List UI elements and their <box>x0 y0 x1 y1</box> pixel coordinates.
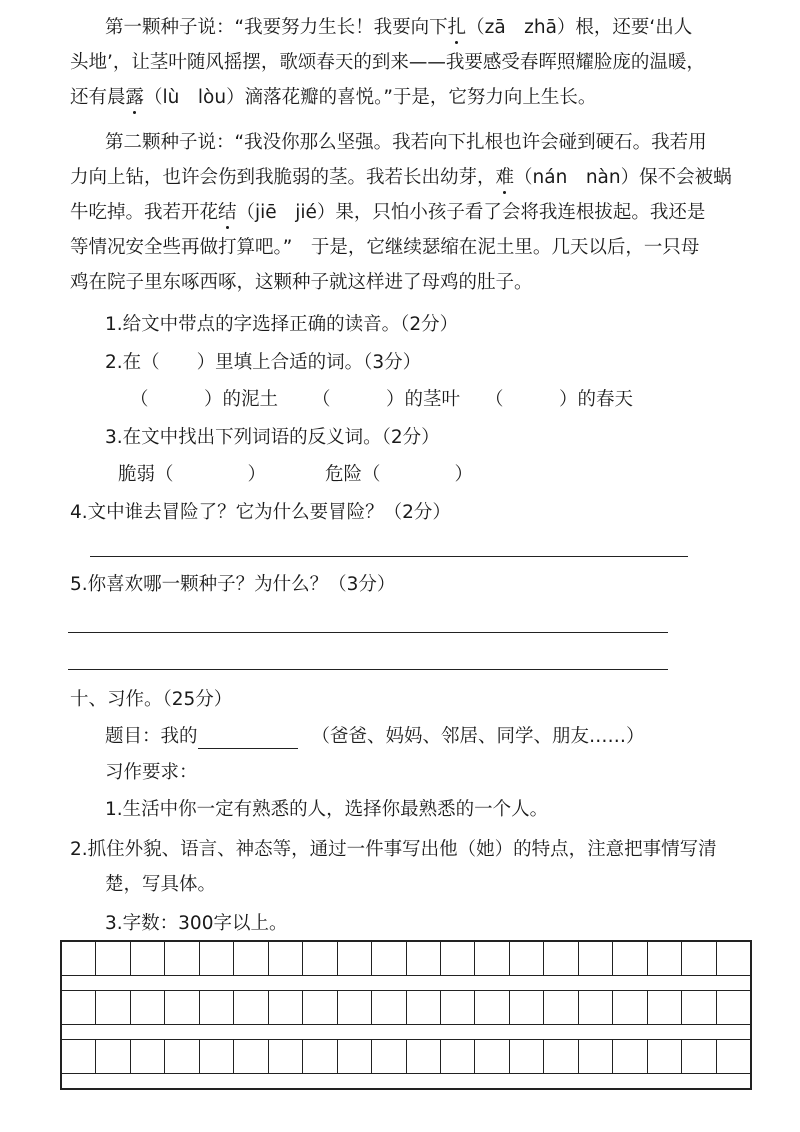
grid-cell[interactable] <box>682 942 716 975</box>
grid-cell[interactable] <box>510 942 544 975</box>
question-5: 5.你喜欢哪一颗种子？为什么？（3分） <box>70 574 396 595</box>
passage-line: 头地’，让茎叶随风摇摆，歌颂春天的到来——我要感受春晖照耀脸庞的温暖， <box>70 52 705 73</box>
grid-cell[interactable] <box>96 942 130 975</box>
antonym-blank-2[interactable]: 危险（ ） <box>325 464 474 485</box>
grid-cell[interactable] <box>682 1040 716 1073</box>
grid-cell[interactable] <box>579 1040 613 1073</box>
grid-cell[interactable] <box>441 942 475 975</box>
grid-cell[interactable] <box>131 1040 165 1073</box>
grid-cell[interactable] <box>200 942 234 975</box>
grid-cell[interactable] <box>717 991 750 1024</box>
grid-cell[interactable] <box>510 1040 544 1073</box>
composition-title: 题目：我的 （爸爸、妈妈、邻居、同学、朋友……） <box>105 726 645 747</box>
writing-grid[interactable] <box>60 940 752 1090</box>
grid-cell[interactable] <box>441 1040 475 1073</box>
grid-cell[interactable] <box>544 942 578 975</box>
passage-line: 第一颗种子说：“我要努力生长！我要向下扎（zā zhā）根，还要‘出人 <box>105 17 693 38</box>
blank-2[interactable]: （ ）的茎叶 <box>312 389 461 410</box>
grid-cell[interactable] <box>475 991 509 1024</box>
grid-row[interactable] <box>62 991 750 1025</box>
grid-cell[interactable] <box>62 942 96 975</box>
answer-line[interactable] <box>68 632 668 633</box>
grid-cell[interactable] <box>544 991 578 1024</box>
grid-cell[interactable] <box>303 942 337 975</box>
grid-cell[interactable] <box>372 991 406 1024</box>
dotted-char: 难 <box>495 167 515 188</box>
grid-cell[interactable] <box>269 942 303 975</box>
grid-cell[interactable] <box>648 991 682 1024</box>
grid-row[interactable] <box>62 942 750 976</box>
grid-cell[interactable] <box>62 1040 96 1073</box>
grid-cell[interactable] <box>544 1040 578 1073</box>
grid-cell[interactable] <box>579 942 613 975</box>
grid-cell[interactable] <box>475 942 509 975</box>
grid-cell[interactable] <box>372 942 406 975</box>
grid-cell[interactable] <box>510 991 544 1024</box>
requirement-2-cont: 楚，写具体。 <box>105 874 217 895</box>
grid-cell[interactable] <box>338 1040 372 1073</box>
requirement-1: 1.生活中你一定有熟悉的人，选择你最熟悉的一个人。 <box>105 799 549 820</box>
dotted-char: 露 <box>125 87 145 108</box>
grid-cell[interactable] <box>200 1040 234 1073</box>
grid-cell[interactable] <box>200 991 234 1024</box>
blank-3[interactable]: （ ）的春天 <box>485 389 634 410</box>
grid-cell[interactable] <box>131 942 165 975</box>
grid-cell[interactable] <box>165 991 199 1024</box>
grid-cell[interactable] <box>269 991 303 1024</box>
grid-cell[interactable] <box>303 991 337 1024</box>
grid-cell[interactable] <box>407 1040 441 1073</box>
grid-cell[interactable] <box>648 942 682 975</box>
passage-line: 牛吃掉。我若开花结（jiē jié）果，只怕小孩子看了会将我连根拔起。我还是 <box>70 202 706 223</box>
grid-cell[interactable] <box>62 991 96 1024</box>
blank-1[interactable]: （ ）的泥土 <box>130 389 279 410</box>
grid-cell[interactable] <box>338 942 372 975</box>
grid-cell[interactable] <box>131 991 165 1024</box>
antonym-blank-1[interactable]: 脆弱（ ） <box>118 464 267 485</box>
question-4: 4.文中谁去冒险了？它为什么要冒险？（2分） <box>70 502 451 523</box>
grid-cell[interactable] <box>96 1040 130 1073</box>
grid-cell[interactable] <box>579 991 613 1024</box>
grid-cell[interactable] <box>234 942 268 975</box>
composition-heading: 十、习作。（25分） <box>70 689 233 710</box>
grid-cell[interactable] <box>303 1040 337 1073</box>
grid-cell[interactable] <box>338 991 372 1024</box>
grid-row[interactable] <box>62 1040 750 1074</box>
grid-cell[interactable] <box>269 1040 303 1073</box>
passage-line: 等情况安全些再做打算吧。” 于是，它继续瑟缩在泥土里。几天以后，一只母 <box>70 237 700 258</box>
grid-cell[interactable] <box>475 1040 509 1073</box>
passage-line: 力向上钻，也许会伤到我脆弱的茎。我若长出幼芽，难（nán nàn）保不会被蜗 <box>70 167 732 188</box>
grid-cell[interactable] <box>234 991 268 1024</box>
grid-cell[interactable] <box>613 942 647 975</box>
requirements-label: 习作要求： <box>105 762 198 783</box>
question-2: 2.在（ ）里填上合适的词。（3分） <box>105 352 422 373</box>
grid-cell[interactable] <box>717 1040 750 1073</box>
grid-cell[interactable] <box>441 991 475 1024</box>
grid-cell[interactable] <box>234 1040 268 1073</box>
grid-cell[interactable] <box>682 991 716 1024</box>
grid-cell[interactable] <box>96 991 130 1024</box>
grid-cell[interactable] <box>613 1040 647 1073</box>
grid-cell[interactable] <box>372 1040 406 1073</box>
question-3: 3.在文中找出下列词语的反义词。（2分） <box>105 427 440 448</box>
requirement-3: 3.字数：300字以上。 <box>105 913 288 934</box>
dotted-char: 结 <box>218 202 237 223</box>
grid-cell[interactable] <box>648 1040 682 1073</box>
grid-cell[interactable] <box>613 991 647 1024</box>
passage-line: 还有晨露（lù lòu）滴落花瓣的喜悦。”于是，它努力向上生长。 <box>70 87 597 108</box>
answer-line[interactable] <box>68 669 668 670</box>
question-1: 1.给文中带点的字选择正确的读音。（2分） <box>105 314 459 335</box>
answer-line[interactable] <box>90 556 688 557</box>
title-blank[interactable] <box>198 730 298 749</box>
grid-cell[interactable] <box>165 942 199 975</box>
dotted-char: 扎 <box>447 17 467 38</box>
passage-line: 第二颗种子说：“我没你那么坚强。我若向下扎根也许会碰到硬石。我若用 <box>105 132 707 153</box>
requirement-2: 2.抓住外貌、语言、神态等，通过一件事写出他（她）的特点，注意把事情写清 <box>70 839 717 860</box>
grid-cell[interactable] <box>717 942 750 975</box>
passage-line: 鸡在院子里东啄西啄，这颗种子就这样进了母鸡的肚子。 <box>70 272 533 293</box>
grid-cell[interactable] <box>407 991 441 1024</box>
grid-cell[interactable] <box>407 942 441 975</box>
grid-cell[interactable] <box>165 1040 199 1073</box>
